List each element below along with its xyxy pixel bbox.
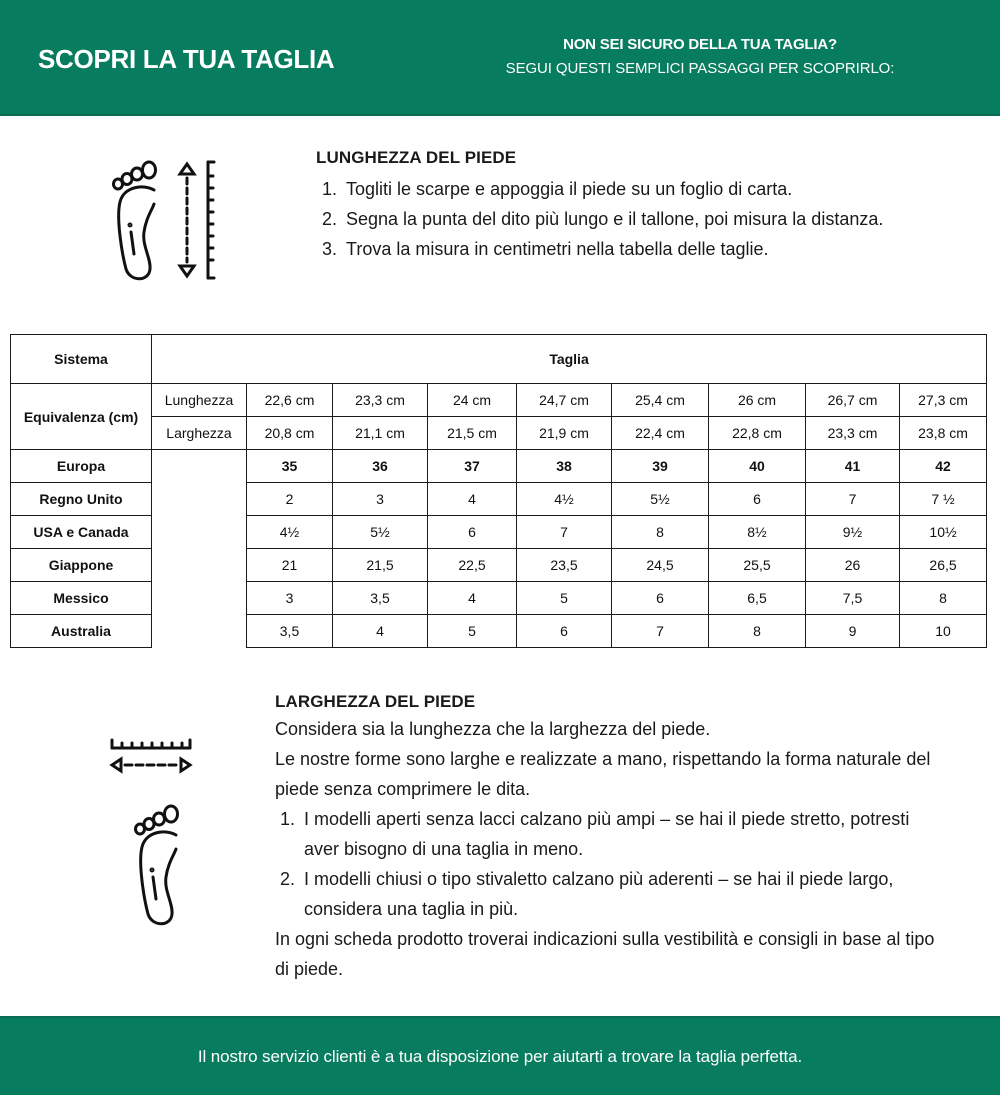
table-cell: 35 (247, 450, 333, 483)
table-cell: 22,4 cm (612, 417, 709, 450)
table-cell: 7,5 (806, 582, 900, 615)
table-cell: 39 (612, 450, 709, 483)
table-cell: 3,5 (247, 615, 333, 648)
header-question: NON SEI SICURO DELLA TUA TAGLIA? (563, 36, 837, 53)
table-cell: 4 (428, 582, 517, 615)
footer-banner (0, 1016, 1000, 1095)
table-row-width (11, 417, 987, 450)
table-cell: 10½ (900, 516, 987, 549)
width-intro-1: Considera sia la lunghezza che la larghezza del piede. (275, 719, 711, 739)
table-cell: 22,8 cm (709, 417, 806, 450)
system-label: Europa (11, 450, 152, 483)
table-cell: 5 (428, 615, 517, 648)
foot-length-steps (316, 174, 956, 264)
table-cell: 41 (806, 450, 900, 483)
step-number: 3. (322, 239, 338, 259)
table-row-length (11, 384, 987, 417)
table-cell: 2 (247, 483, 333, 516)
table-cell: 24 cm (428, 384, 517, 417)
table-cell: 6 (612, 582, 709, 615)
page-title: SCOPRI LA TUA TAGLIA (38, 44, 335, 74)
table-cell: 23,3 cm (806, 417, 900, 450)
foot-length-title: LUNGHEZZA DEL PIEDE (316, 148, 517, 167)
table-cell: 21,9 cm (517, 417, 612, 450)
table-cell: 38 (517, 450, 612, 483)
table-cell: 42 (900, 450, 987, 483)
foot-length-measure-icon (104, 154, 224, 284)
point-text: I modelli aperti senza lacci calzano più ampi – se hai il piede stretto, potresti aver bisogno di una taglia in meno. (304, 809, 910, 859)
table-cell: 37 (428, 450, 517, 483)
foot-width-section (275, 692, 935, 984)
header-instructions (458, 36, 942, 77)
point-number: 2. (280, 869, 296, 889)
step-number: 2. (322, 209, 338, 229)
table-cell: 6,5 (709, 582, 806, 615)
table-cell: 25,4 cm (612, 384, 709, 417)
table-cell: 3 (247, 582, 333, 615)
step-text: Togliti le scarpe e appoggia il piede su un foglio di carta. (346, 179, 793, 199)
system-label: USA e Canada (11, 516, 152, 549)
length-label: Lunghezza (152, 384, 247, 417)
header-system: Sistema (11, 335, 152, 384)
table-cell: 5½ (333, 516, 428, 549)
footer-text: Il nostro servizio clienti è a tua disposizione per aiutarti a trovare la taglia perfetta. (197, 1046, 803, 1066)
table-cell: 22,5 (428, 549, 517, 582)
table-cell: 4½ (517, 483, 612, 516)
table-cell: 40 (709, 450, 806, 483)
equivalence-label: Equivalenza (cm) (11, 384, 152, 450)
header-size: Taglia (152, 335, 987, 384)
table-cell: 7 (612, 615, 709, 648)
header-subtitle: SEGUI QUESTI SEMPLICI PASSAGGI PER SCOPRIRLO: (505, 60, 895, 77)
blank-cell (152, 450, 247, 648)
table-cell: 9½ (806, 516, 900, 549)
foot-length-section (316, 148, 956, 264)
table-cell: 23,3 cm (333, 384, 428, 417)
foot-width-title: LARGHEZZA DEL PIEDE (275, 692, 476, 711)
table-cell: 5 (517, 582, 612, 615)
point-number: 1. (280, 809, 296, 829)
width-points (275, 804, 935, 924)
table-cell: 4½ (247, 516, 333, 549)
table-cell: 21,1 cm (333, 417, 428, 450)
width-outro: In ogni scheda prodotto troverai indicazioni sulla vestibilità e consigli in base al tipo di piede. (275, 929, 935, 979)
step-number: 1. (322, 179, 338, 199)
table-cell: 21,5 cm (428, 417, 517, 450)
table-cell: 5½ (612, 483, 709, 516)
system-label: Giappone (11, 549, 152, 582)
table-cell: 3,5 (333, 582, 428, 615)
list-item (275, 864, 935, 924)
table-cell: 8 (709, 615, 806, 648)
point-text: I modelli chiusi o tipo stivaletto calzano più aderenti – se hai il piede largo, considera una taglia in più. (304, 869, 894, 919)
table-cell: 26 (806, 549, 900, 582)
table-cell: 25,5 (709, 549, 806, 582)
width-label: Larghezza (152, 417, 247, 450)
table-cell: 4 (428, 483, 517, 516)
step-text: Segna la punta del dito più lungo e il tallone, poi misura la distanza. (346, 209, 884, 229)
table-cell: 36 (333, 450, 428, 483)
list-item (316, 204, 956, 234)
table-cell: 6 (709, 483, 806, 516)
table-cell: 26,5 (900, 549, 987, 582)
table-cell: 22,6 cm (247, 384, 333, 417)
table-cell: 4 (333, 615, 428, 648)
table-cell: 24,7 cm (517, 384, 612, 417)
table-cell: 7 (806, 483, 900, 516)
list-item (316, 174, 956, 204)
table-cell: 20,8 cm (247, 417, 333, 450)
table-cell: 21,5 (333, 549, 428, 582)
table-cell: 6 (517, 615, 612, 648)
table-cell: 7 (517, 516, 612, 549)
table-cell: 6 (428, 516, 517, 549)
system-label: Messico (11, 582, 152, 615)
table-cell: 7 ½ (900, 483, 987, 516)
table-cell: 3 (333, 483, 428, 516)
system-label: Australia (11, 615, 152, 648)
foot-width-measure-icon (108, 736, 198, 936)
list-item (316, 234, 956, 264)
step-text: Trova la misura in centimetri nella tabella delle taglie. (346, 239, 769, 259)
table-cell: 24,5 (612, 549, 709, 582)
table-cell: 26,7 cm (806, 384, 900, 417)
header-banner (0, 0, 1000, 116)
table-cell: 21 (247, 549, 333, 582)
table-cell: 8 (900, 582, 987, 615)
system-label: Regno Unito (11, 483, 152, 516)
table-cell: 8 (612, 516, 709, 549)
width-intro-2: Le nostre forme sono larghe e realizzate a mano, rispettando la forma naturale del piede senza comprimere le dita. (275, 749, 931, 799)
table-cell: 8½ (709, 516, 806, 549)
size-chart-table (10, 334, 987, 648)
table-cell: 23,8 cm (900, 417, 987, 450)
table-cell: 9 (806, 615, 900, 648)
table-header-row (11, 335, 987, 384)
table-cell: 26 cm (709, 384, 806, 417)
list-item (275, 804, 935, 864)
table-cell: 23,5 (517, 549, 612, 582)
table-cell: 10 (900, 615, 987, 648)
table-cell: 27,3 cm (900, 384, 987, 417)
table-row (11, 450, 987, 483)
